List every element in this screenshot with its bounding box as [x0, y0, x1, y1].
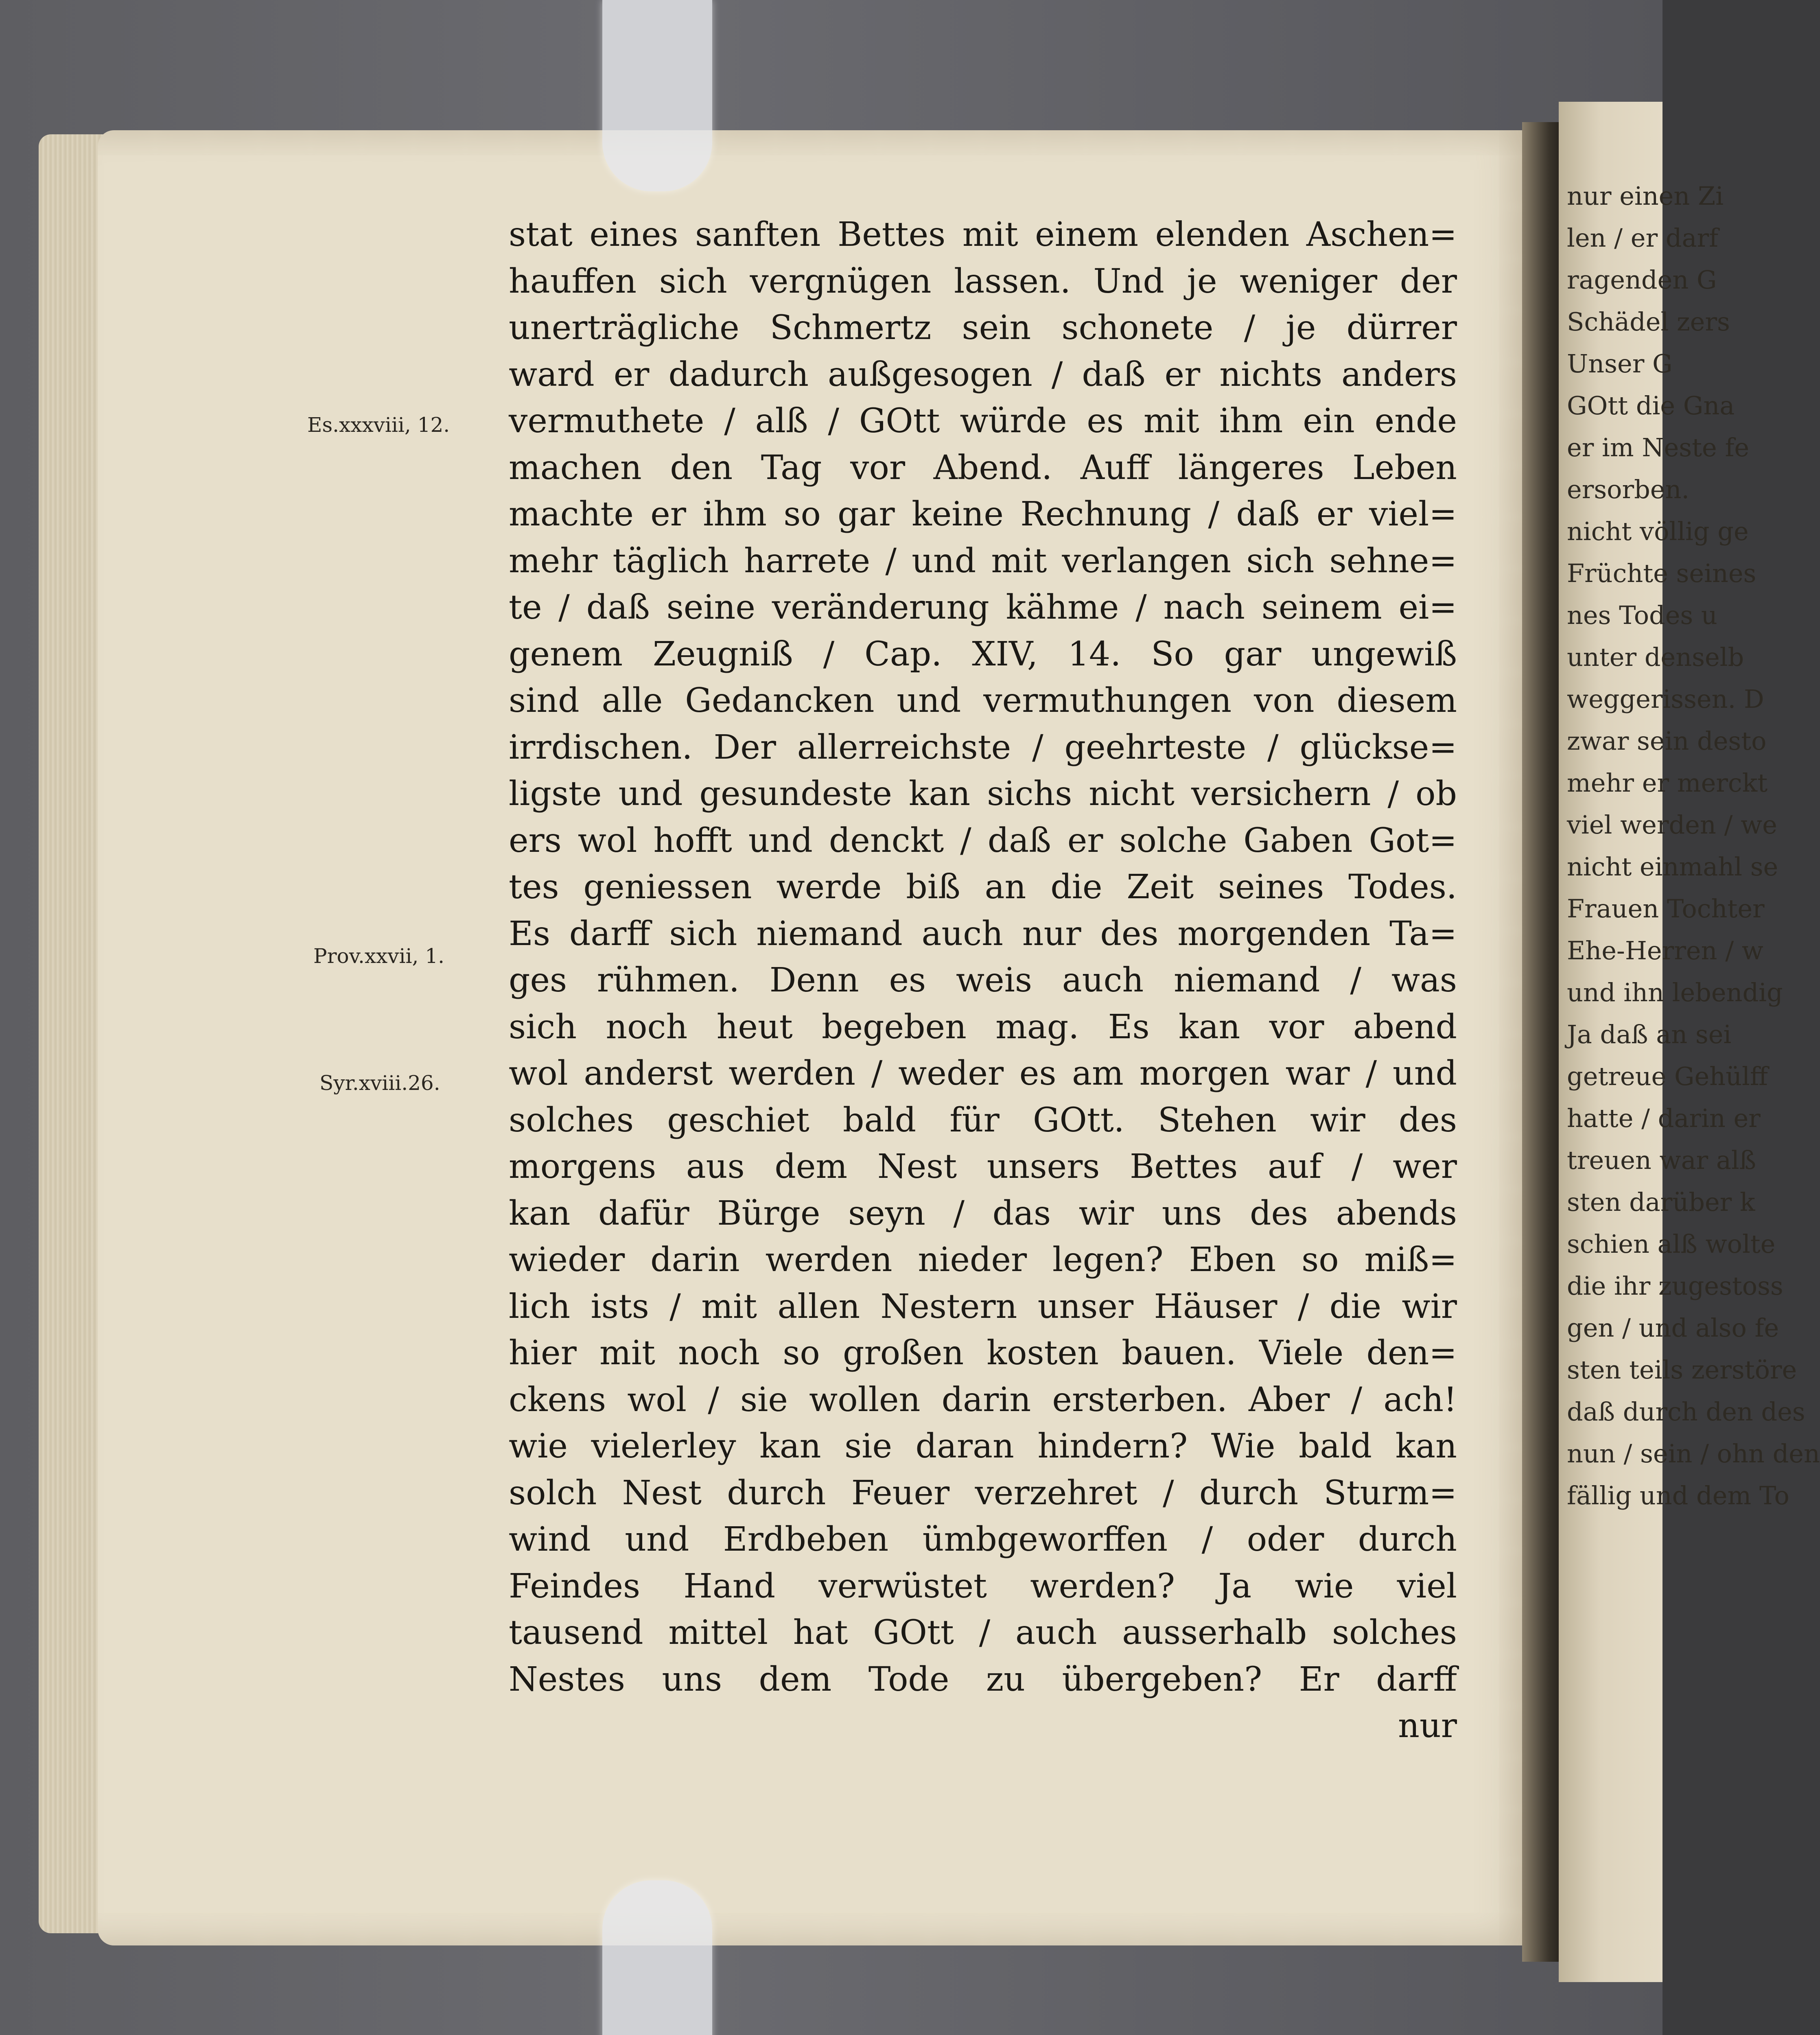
facing-text-line: unter denselb — [1567, 642, 1744, 672]
margin-note-sirach: Syr.xviii.26. — [319, 1071, 440, 1095]
text-line: solch Nest durch Feuer verzehret / durch Sturm= — [509, 1473, 1457, 1512]
facing-text-line: Schädel zers — [1567, 307, 1730, 337]
facing-text-line: Ehe-Herren / w — [1567, 936, 1763, 965]
facing-text-line: treuen war alß — [1567, 1145, 1757, 1175]
text-line: ges rühmen. Denn es weis auch niemand / was — [509, 961, 1457, 1000]
facing-page-text — [1567, 175, 1820, 1516]
facing-text-line: weggerissen. D — [1567, 684, 1764, 714]
margin-note-isaiah: Es.xxxviii, 12. — [307, 413, 450, 437]
bottom-page-clip — [602, 1880, 712, 2035]
text-line: ers wol hofft und denckt / daß er solche Gaben Got= — [509, 821, 1457, 860]
facing-text-line: fällig und dem To — [1567, 1481, 1789, 1510]
facing-text-line: Ja daß an sei — [1567, 1020, 1732, 1049]
facing-text-line: nur einen Zi — [1567, 181, 1724, 211]
facing-text-line: und ihn lebendig — [1567, 978, 1783, 1007]
facing-text-line: viel werden / we — [1567, 810, 1777, 840]
text-line: hauffen sich vergnügen lassen. Und je weniger der — [509, 262, 1457, 301]
margin-note-proverbs: Prov.xxvii, 1. — [313, 944, 444, 968]
facing-text-line: zwar sein desto — [1567, 726, 1767, 756]
text-line: te / daß seine veränderung kähme / nach seinem ei= — [509, 588, 1457, 627]
text-line: machte er ihm so gar keine Rechnung / daß er viel= — [509, 495, 1457, 534]
text-line: mehr täglich harrete / und mit verlangen sich sehne= — [509, 541, 1457, 580]
text-line: solches geschiet bald für GOtt. Stehen wir des — [509, 1101, 1457, 1140]
facing-text-line: schien alß wolte — [1567, 1229, 1776, 1259]
facing-text-line: daß durch den des — [1567, 1397, 1805, 1427]
text-line: stat eines sanften Bettes mit einem elenden Aschen= — [509, 215, 1457, 254]
text-line: wie vielerley kan sie daran hindern? Wie bald kan — [509, 1427, 1457, 1466]
text-line: lich ists / mit allen Nestern unser Häuser / die wir — [509, 1287, 1457, 1326]
facing-text-line: hatte / darin er — [1567, 1103, 1761, 1133]
facing-text-line: len / er darf — [1567, 223, 1719, 253]
facing-text-line: nun / sein / ohn den — [1567, 1439, 1820, 1468]
text-line: Nestes uns dem Tode zu übergeben? Er darff — [509, 1660, 1457, 1699]
text-line: kan dafür Bürge seyn / das wir uns des abends — [509, 1194, 1457, 1233]
facing-text-line: ersorben. — [1567, 475, 1690, 504]
text-line: genem Zeugniß / Cap. XIV, 14. So gar ungewiß — [509, 635, 1457, 674]
facing-text-line: nicht einmahl se — [1567, 852, 1778, 882]
text-line: Es darff sich niemand auch nur des morgenden Ta= — [509, 914, 1457, 953]
text-line: wol anderst werden / weder es am morgen war / und — [509, 1054, 1457, 1093]
facing-text-line: die ihr zugestoss — [1567, 1271, 1783, 1301]
text-line: hier mit noch so großen kosten bauen. Viele den= — [509, 1334, 1457, 1372]
facing-text-line: getreue Gehülff — [1567, 1061, 1768, 1091]
facing-text-line: gen / und also fe — [1567, 1313, 1779, 1343]
facing-text-line: Unser G — [1567, 349, 1673, 379]
catchword: nur — [1398, 1707, 1457, 1745]
facing-text-line: Früchte seines — [1567, 558, 1757, 588]
text-line: morgens aus dem Nest unsers Bettes auf / wer — [509, 1147, 1457, 1186]
facing-text-line: er im Neste fe — [1567, 433, 1750, 462]
text-line: Feindes Hand verwüstet werden? Ja wie viel — [509, 1567, 1457, 1606]
main-text-block — [509, 212, 1457, 1750]
facing-text-line: Frauen Tochter — [1567, 894, 1765, 923]
facing-text-line: nicht völlig ge — [1567, 516, 1749, 546]
facing-text-line: nes Todes u — [1567, 600, 1717, 630]
facing-text-line: sten teils zerstöre — [1567, 1355, 1797, 1385]
text-line: irrdischen. Der allerreichste / geehrteste / glückse= — [509, 728, 1457, 767]
text-line: tes geniessen werde biß an die Zeit seines Todes. — [509, 868, 1457, 906]
text-line: wind und Erdbeben ümbgeworffen / oder durch — [509, 1520, 1457, 1559]
facing-text-line: GOtt die Gna — [1567, 391, 1735, 420]
text-line: machen den Tag vor Abend. Auff längeres Leben — [509, 448, 1457, 487]
text-line: sind alle Gedancken und vermuthungen von diesem — [509, 681, 1457, 720]
text-line: vermuthete / alß / GOtt würde es mit ihm ein ende — [509, 402, 1457, 440]
text-line: unerträgliche Schmertz sein schonete / je dürrer — [509, 309, 1457, 347]
text-line: wieder darin werden nieder legen? Eben so miß= — [509, 1241, 1457, 1279]
text-line: tausend mittel hat GOtt / auch ausserhalb solches — [509, 1613, 1457, 1652]
text-line: ward er dadurch außgesogen / daß er nichts anders — [509, 355, 1457, 394]
facing-text-line: sten darüber k — [1567, 1187, 1755, 1217]
text-line: ligste und gesundeste kan sichs nicht versichern / ob — [509, 775, 1457, 813]
top-page-clip — [602, 0, 712, 191]
facing-text-line: ragenden G — [1567, 265, 1717, 295]
text-line: ckens wol / sie wollen darin ersterben. Aber / ach! — [509, 1380, 1457, 1419]
facing-text-line: mehr er merckt — [1567, 768, 1768, 798]
text-line: sich noch heut begeben mag. Es kan vor abend — [509, 1007, 1457, 1046]
